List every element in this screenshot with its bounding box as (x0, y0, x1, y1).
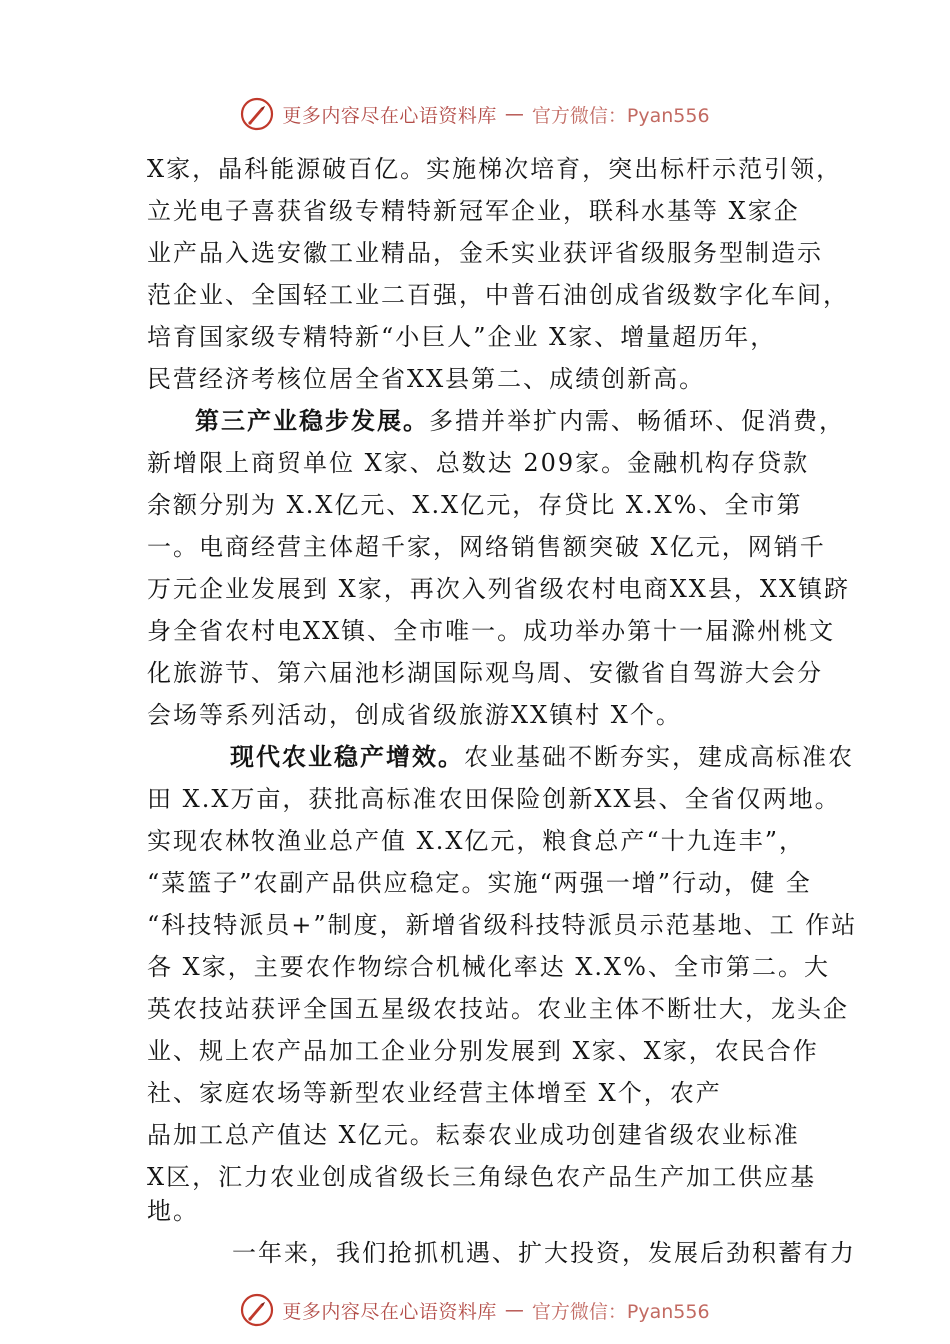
paragraph-first-line (230, 742, 854, 774)
text-line: 民营经济考核位居全省XX县第二、成绩创新高。 (147, 365, 706, 393)
text-line: 范企业、全国轻工业二百强，中普石油创成省级数字化车间， (147, 281, 849, 309)
pen-nib-logo-icon (240, 1293, 274, 1327)
text-line: X区，汇力农业创成省级长三角绿色农产品生产加工供应基 (147, 1163, 817, 1191)
text-line: 新增限上商贸单位 X家、总数达 209家。金融机构存贷款 (147, 449, 810, 477)
banner-wechat: 官方微信：Pyan556 (531, 104, 710, 127)
text-line: 业、规上农产品加工企业分别发展到 X家、X家，农民合作 (147, 1037, 819, 1065)
text-line: 万元企业发展到 X家，再次入列省级农村电商XX县，XX镇跻 (147, 575, 851, 603)
footer-banner (0, 1288, 950, 1332)
text-line: 余额分别为 X.X亿元、X.X亿元，存贷比 X.X%、全市第 (147, 491, 803, 519)
text-line: 立光电子喜获省级专精特新冠军企业，联科水基等 X家企 (147, 197, 800, 225)
banner-text: 更多内容尽在心语资料库 (282, 104, 497, 127)
text-line: 英农技站获评全国五星级农技站。农业主体不断壮大，龙头企 (147, 995, 849, 1023)
text-line: 地。 (147, 1197, 199, 1225)
text-line: 社、家庭农场等新型农业经营主体增至 X个，农产 (147, 1079, 722, 1107)
text-line: 化旅游节、第六届池杉湖国际观鸟周、安徽省自驾游大会分 (147, 659, 823, 687)
text-line: 实现农林牧渔业总产值 X.X亿元，粮食总产“十九连丰”， (147, 827, 805, 855)
paragraph-first-line (195, 406, 845, 438)
text-line: 一。电商经营主体超千家，网络销售额突破 X亿元，网销千 (147, 533, 826, 561)
banner-wechat: 官方微信：Pyan556 (531, 1300, 710, 1323)
text-line: 品加工总产值达 X亿元。耘泰农业成功创建省级农业标准 (147, 1121, 800, 1149)
text-line: 各 X家，主要农作物综合机械化率达 X.X%、全市第二。大 (147, 953, 830, 981)
pen-nib-logo-icon (240, 97, 274, 131)
text-line: 培育国家级专精特新“小巨人”企业 X家、增量超历年， (147, 323, 777, 351)
banner-separator: — (504, 1299, 524, 1321)
text-span: 农业基础不断夯实，建成高标准农 (464, 743, 854, 771)
banner-text: 更多内容尽在心语资料库 (282, 1300, 497, 1323)
text-line: 会场等系列活动，创成省级旅游XX镇村 X个。 (147, 701, 682, 729)
text-line: 身全省农村电XX镇、全市唯一。成功举办第十一届滁州桃文 (147, 617, 836, 645)
header-banner (0, 92, 950, 136)
text-span: 多措并举扩内需、畅循环、促消费， (429, 407, 845, 435)
banner-separator: — (504, 103, 524, 125)
text-line: “菜篮子”农副产品供应稳定。实施“两强一增”行动，健 全 (147, 869, 812, 897)
text-line: 业产品入选安徽工业精品，金禾实业获评省级服务型制造示 (147, 239, 823, 267)
text-line: X家，晶科能源破百亿。实施梯次培育，突出标杆示范引领， (147, 155, 843, 183)
text-line: 田 X.X万亩，获批高标准农田保险创新XX县、全省仅两地。 (147, 785, 841, 813)
text-line: 一年来，我们抢抓机遇、扩大投资，发展后劲积蓄有力 (232, 1239, 856, 1267)
section-heading-agriculture: 现代农业稳产增效。 (230, 742, 464, 771)
text-line: “科技特派员+”制度，新增省级科技特派员示范基地、工 作站 (147, 911, 858, 939)
section-heading-tertiary: 第三产业稳步发展。 (195, 406, 429, 435)
